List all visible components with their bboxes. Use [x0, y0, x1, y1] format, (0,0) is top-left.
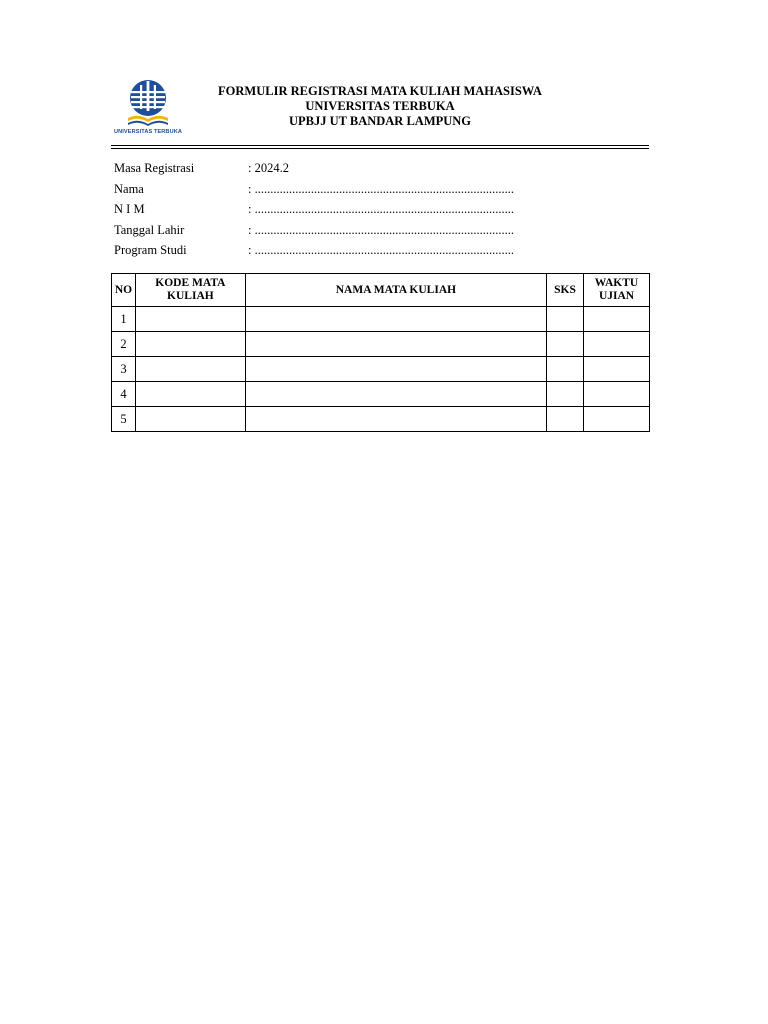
info-label: Nama [114, 181, 144, 196]
row-kode-cell[interactable] [135, 307, 245, 332]
row-waktu-cell[interactable] [584, 332, 650, 357]
row-kode-cell[interactable] [135, 407, 245, 432]
header-divider-top [111, 145, 649, 146]
info-label: Tanggal Lahir [114, 222, 185, 237]
table-row [112, 407, 650, 432]
row-nama-cell[interactable] [245, 382, 546, 407]
header-waktu: WAKTU UJIAN [584, 274, 650, 307]
info-label: Masa Registrasi [114, 161, 195, 175]
row-waktu-cell[interactable] [584, 307, 650, 332]
row-nama-cell[interactable] [245, 407, 546, 432]
row-kode-cell[interactable] [135, 382, 245, 407]
row-no: 2 [112, 332, 136, 357]
university-name: UNIVERSITAS TERBUKA [305, 99, 455, 113]
info-label: N I M [114, 202, 145, 216]
row-kode-cell[interactable] [135, 357, 245, 382]
table-header-row [112, 274, 650, 307]
row-waktu-cell[interactable] [584, 357, 650, 382]
university-logo [110, 78, 186, 140]
form-title: FORMULIR REGISTRASI MATA KULIAH MAHASISWA [218, 84, 542, 98]
row-waktu-cell[interactable] [584, 382, 650, 407]
row-waktu-cell[interactable] [584, 407, 650, 432]
row-sks-cell[interactable] [547, 382, 584, 407]
header-divider-bottom [111, 148, 649, 149]
info-label: Program Studi [114, 243, 187, 257]
row-sks-cell[interactable] [547, 357, 584, 382]
logo-text: UNIVERSITAS TERBUKA [114, 129, 182, 135]
header-no: NO [112, 274, 136, 307]
table-row [112, 332, 650, 357]
form-header [190, 84, 570, 129]
row-sks-cell[interactable] [547, 307, 584, 332]
row-sks-cell[interactable] [547, 332, 584, 357]
row-nama-cell[interactable] [245, 332, 546, 357]
table-row [112, 382, 650, 407]
info-value[interactable]: : ................................................................................... [248, 202, 514, 216]
info-value[interactable]: : ................................................................................... [248, 222, 514, 237]
row-kode-cell[interactable] [135, 332, 245, 357]
ut-logo-icon [110, 78, 186, 128]
row-no: 4 [112, 382, 136, 407]
info-value[interactable]: : ................................................................................... [248, 181, 514, 196]
row-nama-cell[interactable] [245, 357, 546, 382]
table-row [112, 357, 650, 382]
row-no: 5 [112, 407, 136, 432]
row-sks-cell[interactable] [547, 407, 584, 432]
header-kode: KODE MATA KULIAH [135, 274, 245, 307]
row-no: 3 [112, 357, 136, 382]
row-nama-cell[interactable] [245, 307, 546, 332]
table-row [112, 307, 650, 332]
course-table [111, 273, 650, 432]
info-value[interactable]: : ................................................................................... [248, 243, 514, 257]
branch-name: UPBJJ UT BANDAR LAMPUNG [288, 114, 472, 128]
header-sks: SKS [547, 274, 584, 307]
header-nama: NAMA MATA KULIAH [245, 274, 546, 307]
info-value: : 2024.2 [248, 161, 289, 175]
row-no: 1 [112, 307, 136, 332]
